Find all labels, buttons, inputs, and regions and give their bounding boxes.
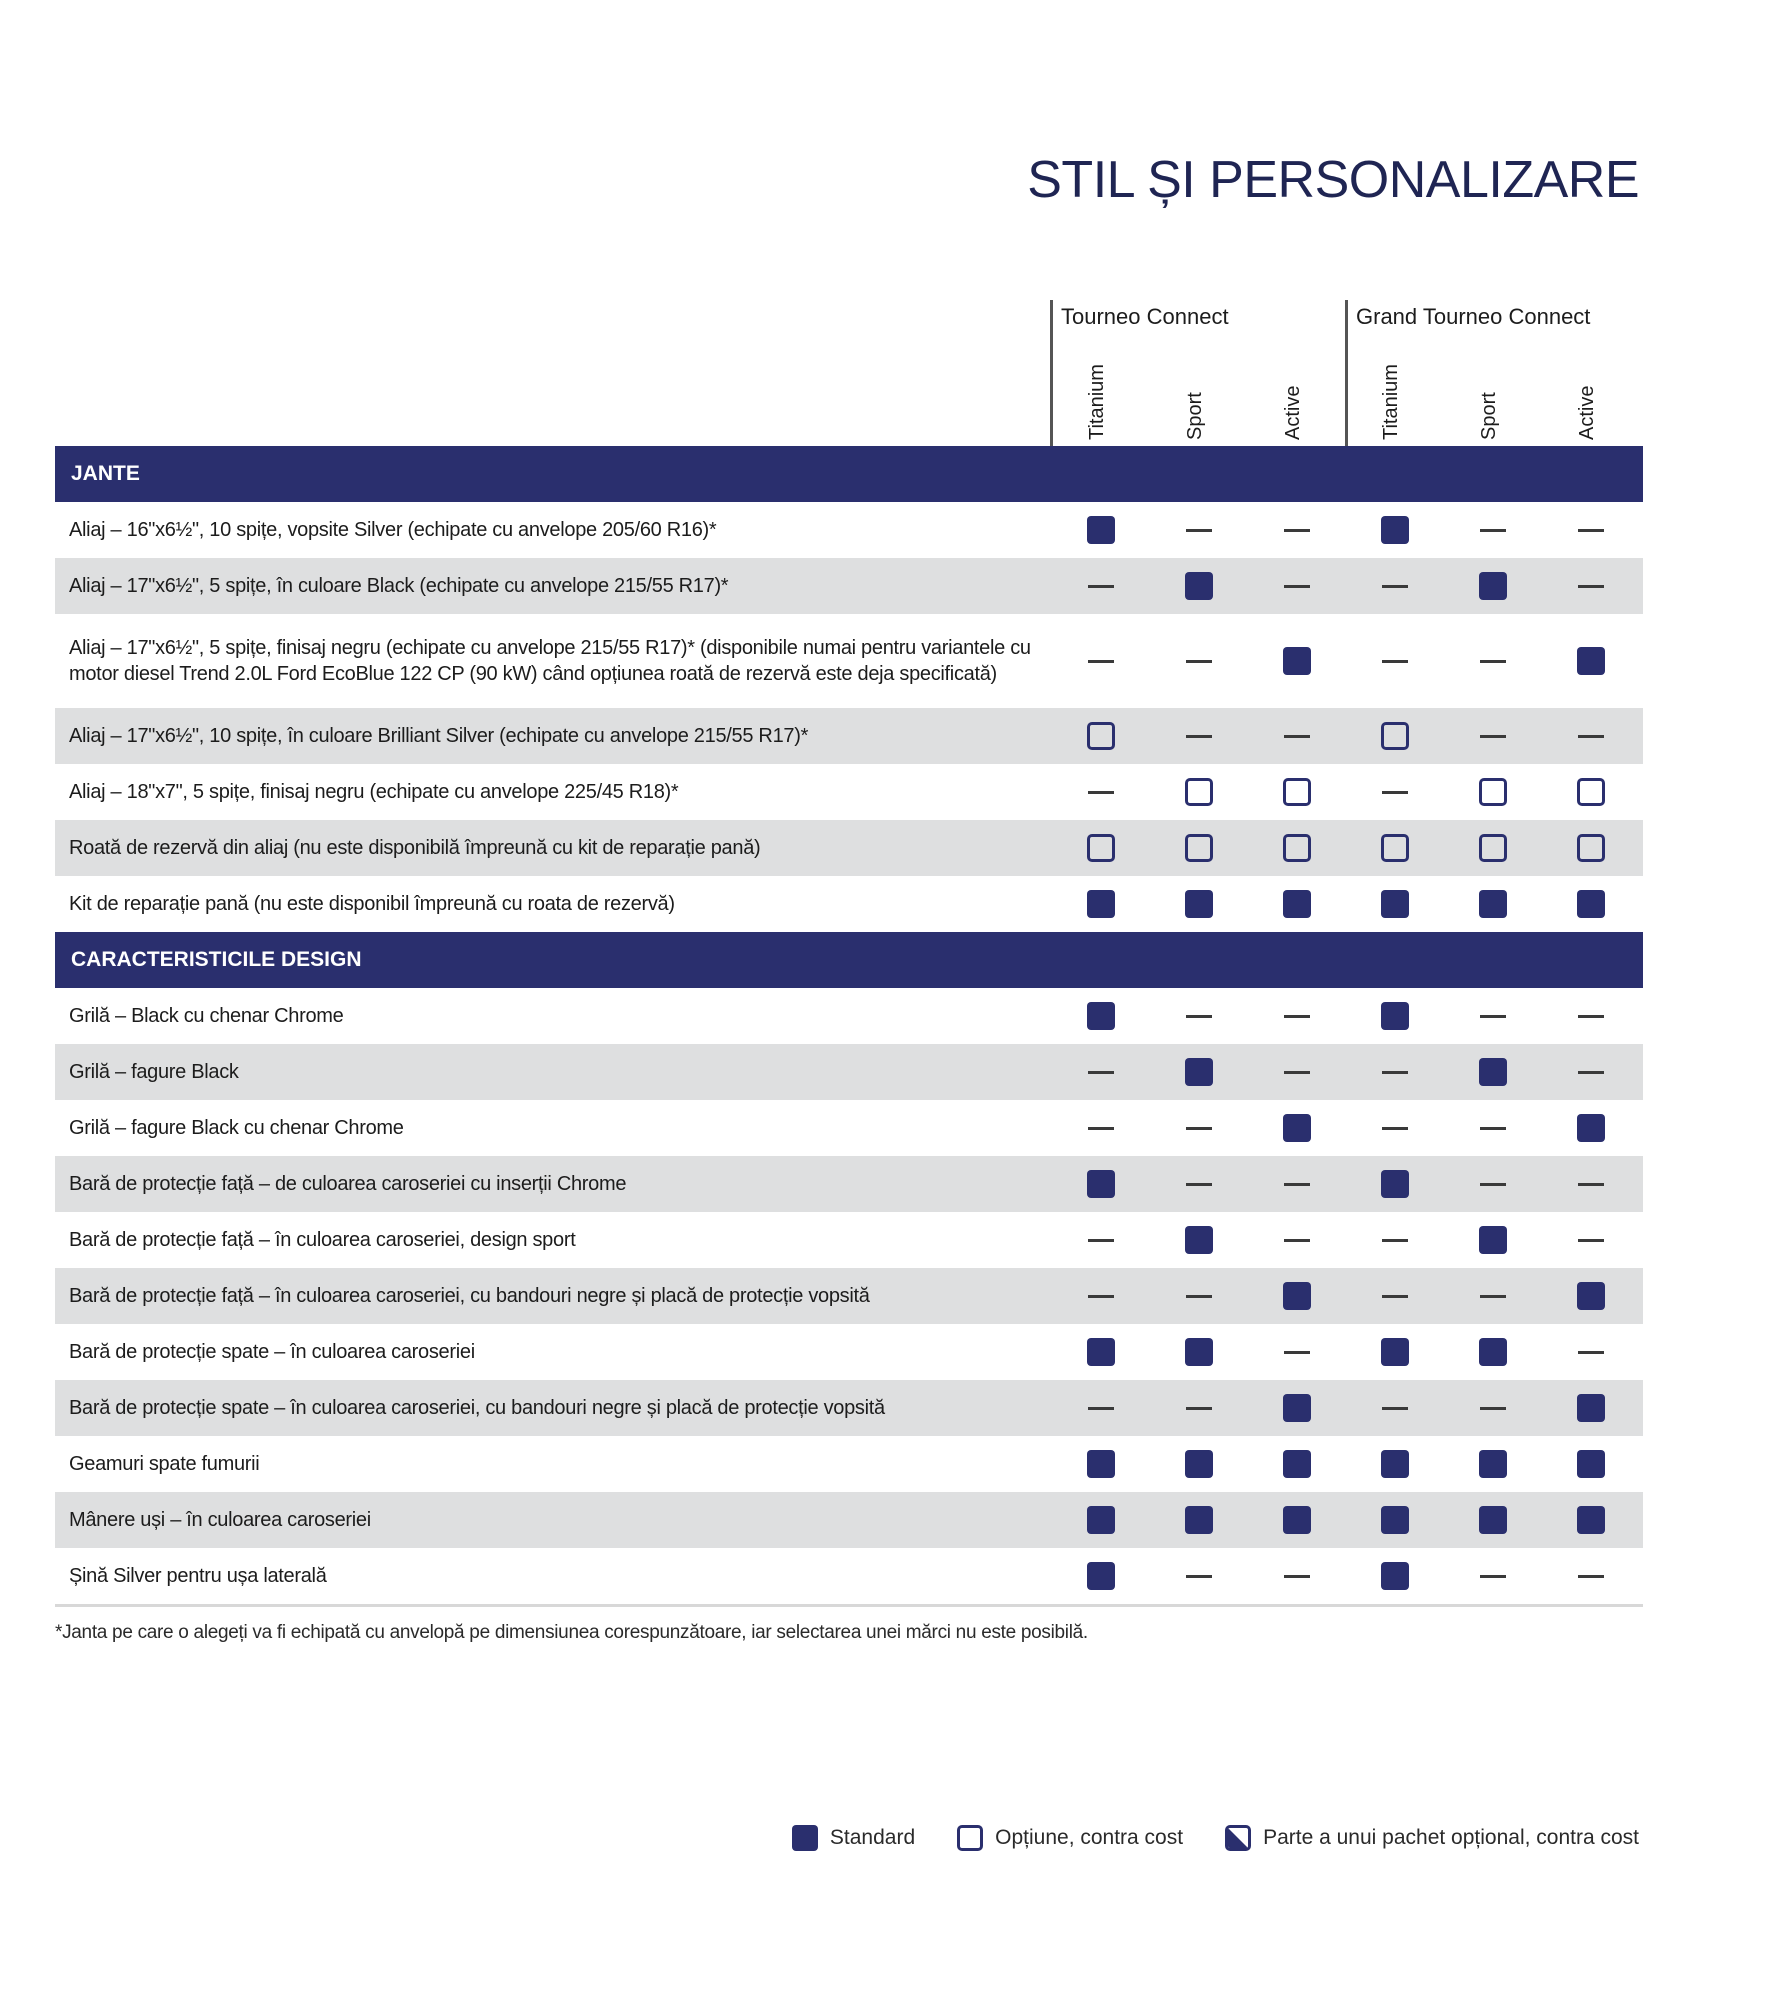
row-label: Kit de reparație pană (nu este disponibil împreună cu roata de rezervă) bbox=[69, 893, 675, 915]
not-available-dash bbox=[1186, 1127, 1212, 1130]
table-row bbox=[55, 1436, 1643, 1492]
row-label: Roată de rezervă din aliaj (nu este disponibilă împreună cu kit de reparație pană) bbox=[69, 837, 761, 859]
option-marker bbox=[1577, 778, 1605, 806]
standard-swatch-icon bbox=[792, 1825, 818, 1851]
standard-marker bbox=[1577, 1282, 1605, 1310]
standard-marker bbox=[1283, 1450, 1311, 1478]
standard-marker bbox=[1283, 1282, 1311, 1310]
not-available-dash bbox=[1284, 585, 1310, 588]
row-label: Aliaj – 16"x6½", 10 spițe, vopsite Silver (echipate cu anvelope 205/60 R16)* bbox=[69, 519, 717, 541]
not-available-dash bbox=[1578, 1015, 1604, 1018]
table-row bbox=[55, 1212, 1643, 1268]
column-label: Titanium bbox=[1380, 364, 1402, 440]
standard-marker bbox=[1479, 1226, 1507, 1254]
table-row bbox=[55, 558, 1643, 614]
not-available-dash bbox=[1382, 1407, 1408, 1410]
column-header-sport bbox=[1478, 330, 1505, 440]
option-marker bbox=[1283, 778, 1311, 806]
not-available-dash bbox=[1480, 735, 1506, 738]
standard-marker bbox=[1087, 516, 1115, 544]
row-label: Bară de protecție față – de culoarea caroseriei cu inserții Chrome bbox=[69, 1173, 627, 1195]
not-available-dash bbox=[1284, 1183, 1310, 1186]
standard-marker bbox=[1479, 1506, 1507, 1534]
row-label: Aliaj – 17"x6½", 5 spițe, în culoare Black (echipate cu anvelope 215/55 R17)* bbox=[69, 575, 729, 597]
row-label: Aliaj – 17"x6½", 10 spițe, în culoare Brilliant Silver (echipate cu anvelope 215/55 R17)* bbox=[69, 725, 809, 747]
standard-marker bbox=[1185, 890, 1213, 918]
row-label: Aliaj – 17"x6½", 5 spițe, finisaj negru (echipate cu anvelope 215/55 R17)* (disponibile numai pentru variantele cu motor diesel Trend 2.0L Ford EcoBlue 122 CP (90 kW) când opțiunea roată de rezervă este deja specificată) bbox=[69, 637, 1031, 685]
not-available-dash bbox=[1088, 791, 1114, 794]
not-available-dash bbox=[1284, 1351, 1310, 1354]
row-label: Bară de protecție față – în culoarea caroseriei, cu bandouri negre și placă de protecție vopsită bbox=[69, 1285, 870, 1307]
not-available-dash bbox=[1088, 585, 1114, 588]
not-available-dash bbox=[1480, 1127, 1506, 1130]
standard-marker bbox=[1283, 1394, 1311, 1422]
standard-marker bbox=[1087, 890, 1115, 918]
option-marker bbox=[1087, 834, 1115, 862]
table-row bbox=[55, 1324, 1643, 1380]
feature-table bbox=[55, 446, 1643, 1607]
row-label: Mânere uși – în culoarea caroseriei bbox=[69, 1509, 371, 1531]
standard-marker bbox=[1479, 1058, 1507, 1086]
table-row bbox=[55, 1044, 1643, 1100]
row-label: Bară de protecție spate – în culoarea caroseriei bbox=[69, 1341, 475, 1363]
legend-item-standard bbox=[792, 1825, 915, 1851]
row-label: Grilă – fagure Black cu chenar Chrome bbox=[69, 1117, 404, 1139]
standard-marker bbox=[1087, 1562, 1115, 1590]
not-available-dash bbox=[1480, 1295, 1506, 1298]
not-available-dash bbox=[1186, 1183, 1212, 1186]
standard-marker bbox=[1577, 647, 1605, 675]
standard-marker bbox=[1381, 890, 1409, 918]
not-available-dash bbox=[1088, 1295, 1114, 1298]
column-header-titanium bbox=[1086, 330, 1113, 440]
not-available-dash bbox=[1284, 1015, 1310, 1018]
not-available-dash bbox=[1480, 1575, 1506, 1578]
option-marker bbox=[1577, 834, 1605, 862]
row-label: Grilă – fagure Black bbox=[69, 1061, 239, 1083]
standard-marker bbox=[1087, 1170, 1115, 1198]
table-row bbox=[55, 614, 1643, 708]
legend-label: Parte a unui pachet opțional, contra cost bbox=[1263, 1826, 1639, 1849]
legend-item-option bbox=[957, 1825, 1183, 1851]
not-available-dash bbox=[1578, 1575, 1604, 1578]
legend bbox=[750, 1825, 1639, 1851]
table-row bbox=[55, 708, 1643, 764]
not-available-dash bbox=[1578, 1071, 1604, 1074]
table-row bbox=[55, 1156, 1643, 1212]
standard-marker bbox=[1381, 1450, 1409, 1478]
group-title: Grand Tourneo Connect bbox=[1356, 304, 1591, 329]
footnote: *Janta pe care o alegeți va fi echipată cu anvelopă pe dimensiunea corespunzătoare, iar selectarea unei mărci nu este posibilă. bbox=[55, 1622, 1088, 1643]
standard-marker bbox=[1283, 1506, 1311, 1534]
not-available-dash bbox=[1088, 660, 1114, 663]
standard-marker bbox=[1185, 1338, 1213, 1366]
table-row bbox=[55, 1380, 1643, 1436]
standard-marker bbox=[1577, 1114, 1605, 1142]
not-available-dash bbox=[1382, 1295, 1408, 1298]
not-available-dash bbox=[1578, 1351, 1604, 1354]
row-label: Bară de protecție față – în culoarea caroseriei, design sport bbox=[69, 1229, 576, 1251]
option-marker bbox=[1283, 834, 1311, 862]
row-label: Grilă – Black cu chenar Chrome bbox=[69, 1005, 344, 1027]
standard-marker bbox=[1577, 1506, 1605, 1534]
table-row bbox=[55, 876, 1643, 932]
option-swatch-icon bbox=[957, 1825, 983, 1851]
not-available-dash bbox=[1284, 1071, 1310, 1074]
section-header: JANTE bbox=[55, 446, 1643, 502]
standard-marker bbox=[1381, 1506, 1409, 1534]
standard-marker bbox=[1283, 890, 1311, 918]
not-available-dash bbox=[1088, 1127, 1114, 1130]
option-marker bbox=[1479, 778, 1507, 806]
table-row bbox=[55, 1268, 1643, 1324]
legend-label: Opțiune, contra cost bbox=[995, 1826, 1184, 1849]
not-available-dash bbox=[1578, 585, 1604, 588]
not-available-dash bbox=[1088, 1407, 1114, 1410]
not-available-dash bbox=[1480, 660, 1506, 663]
not-available-dash bbox=[1284, 529, 1310, 532]
column-label: Sport bbox=[1478, 392, 1500, 440]
not-available-dash bbox=[1382, 791, 1408, 794]
not-available-dash bbox=[1088, 1239, 1114, 1242]
table-row bbox=[55, 502, 1643, 558]
column-label: Sport bbox=[1184, 392, 1206, 440]
standard-marker bbox=[1087, 1506, 1115, 1534]
standard-marker bbox=[1087, 1002, 1115, 1030]
not-available-dash bbox=[1480, 1407, 1506, 1410]
column-label: Active bbox=[1282, 385, 1304, 440]
table-row bbox=[55, 1492, 1643, 1548]
table-row bbox=[55, 1100, 1643, 1156]
not-available-dash bbox=[1480, 1183, 1506, 1186]
column-label: Titanium bbox=[1086, 364, 1108, 440]
not-available-dash bbox=[1284, 1575, 1310, 1578]
not-available-dash bbox=[1382, 1239, 1408, 1242]
not-available-dash bbox=[1186, 1295, 1212, 1298]
row-label: Aliaj – 18"x7", 5 spițe, finisaj negru (echipate cu anvelope 225/45 R18)* bbox=[69, 781, 679, 803]
column-header-titanium bbox=[1380, 330, 1407, 440]
standard-marker bbox=[1577, 890, 1605, 918]
table-bottom-rule bbox=[55, 1604, 1643, 1607]
column-header-active bbox=[1282, 330, 1309, 440]
standard-marker bbox=[1185, 1506, 1213, 1534]
section-header: CARACTERISTICILE DESIGN bbox=[55, 932, 1643, 988]
standard-marker bbox=[1479, 572, 1507, 600]
option-marker bbox=[1479, 834, 1507, 862]
standard-marker bbox=[1577, 1394, 1605, 1422]
option-marker bbox=[1185, 778, 1213, 806]
not-available-dash bbox=[1186, 529, 1212, 532]
page-title: STIL ȘI PERSONALIZARE bbox=[1027, 151, 1639, 209]
not-available-dash bbox=[1382, 585, 1408, 588]
legend-label: Standard bbox=[829, 1826, 916, 1849]
not-available-dash bbox=[1382, 1127, 1408, 1130]
table-row bbox=[55, 820, 1643, 876]
standard-marker bbox=[1479, 890, 1507, 918]
standard-marker bbox=[1479, 1338, 1507, 1366]
not-available-dash bbox=[1578, 1183, 1604, 1186]
option-marker bbox=[1381, 834, 1409, 862]
not-available-dash bbox=[1186, 1015, 1212, 1018]
not-available-dash bbox=[1186, 1407, 1212, 1410]
table-row bbox=[55, 1548, 1643, 1604]
row-label: Șină Silver pentru ușa laterală bbox=[69, 1565, 327, 1587]
not-available-dash bbox=[1088, 1071, 1114, 1074]
not-available-dash bbox=[1578, 1239, 1604, 1242]
standard-marker bbox=[1185, 1450, 1213, 1478]
standard-marker bbox=[1087, 1450, 1115, 1478]
not-available-dash bbox=[1382, 660, 1408, 663]
not-available-dash bbox=[1186, 660, 1212, 663]
not-available-dash bbox=[1578, 735, 1604, 738]
not-available-dash bbox=[1578, 529, 1604, 532]
group-title: Tourneo Connect bbox=[1061, 304, 1229, 329]
standard-marker bbox=[1381, 1170, 1409, 1198]
standard-marker bbox=[1185, 572, 1213, 600]
not-available-dash bbox=[1382, 1071, 1408, 1074]
not-available-dash bbox=[1284, 1239, 1310, 1242]
standard-marker bbox=[1381, 516, 1409, 544]
column-label: Active bbox=[1576, 385, 1598, 440]
not-available-dash bbox=[1480, 1015, 1506, 1018]
column-header-active bbox=[1576, 330, 1603, 440]
not-available-dash bbox=[1186, 1575, 1212, 1578]
not-available-dash bbox=[1186, 735, 1212, 738]
standard-marker bbox=[1381, 1002, 1409, 1030]
standard-marker bbox=[1185, 1058, 1213, 1086]
standard-marker bbox=[1381, 1338, 1409, 1366]
row-label: Geamuri spate fumurii bbox=[69, 1453, 260, 1475]
option-marker bbox=[1185, 834, 1213, 862]
standard-marker bbox=[1479, 1450, 1507, 1478]
standard-marker bbox=[1283, 1114, 1311, 1142]
column-header-sport bbox=[1184, 330, 1211, 440]
standard-marker bbox=[1577, 1450, 1605, 1478]
pack-swatch-icon bbox=[1225, 1825, 1251, 1851]
standard-marker bbox=[1381, 1562, 1409, 1590]
option-marker bbox=[1087, 722, 1115, 750]
not-available-dash bbox=[1480, 529, 1506, 532]
standard-marker bbox=[1283, 647, 1311, 675]
table-row bbox=[55, 988, 1643, 1044]
table-row bbox=[55, 764, 1643, 820]
option-marker bbox=[1381, 722, 1409, 750]
row-label: Bară de protecție spate – în culoarea caroseriei, cu bandouri negre și placă de protecție vopsită bbox=[69, 1397, 885, 1419]
legend-item-pack bbox=[1225, 1825, 1639, 1851]
standard-marker bbox=[1087, 1338, 1115, 1366]
standard-marker bbox=[1185, 1226, 1213, 1254]
not-available-dash bbox=[1284, 735, 1310, 738]
